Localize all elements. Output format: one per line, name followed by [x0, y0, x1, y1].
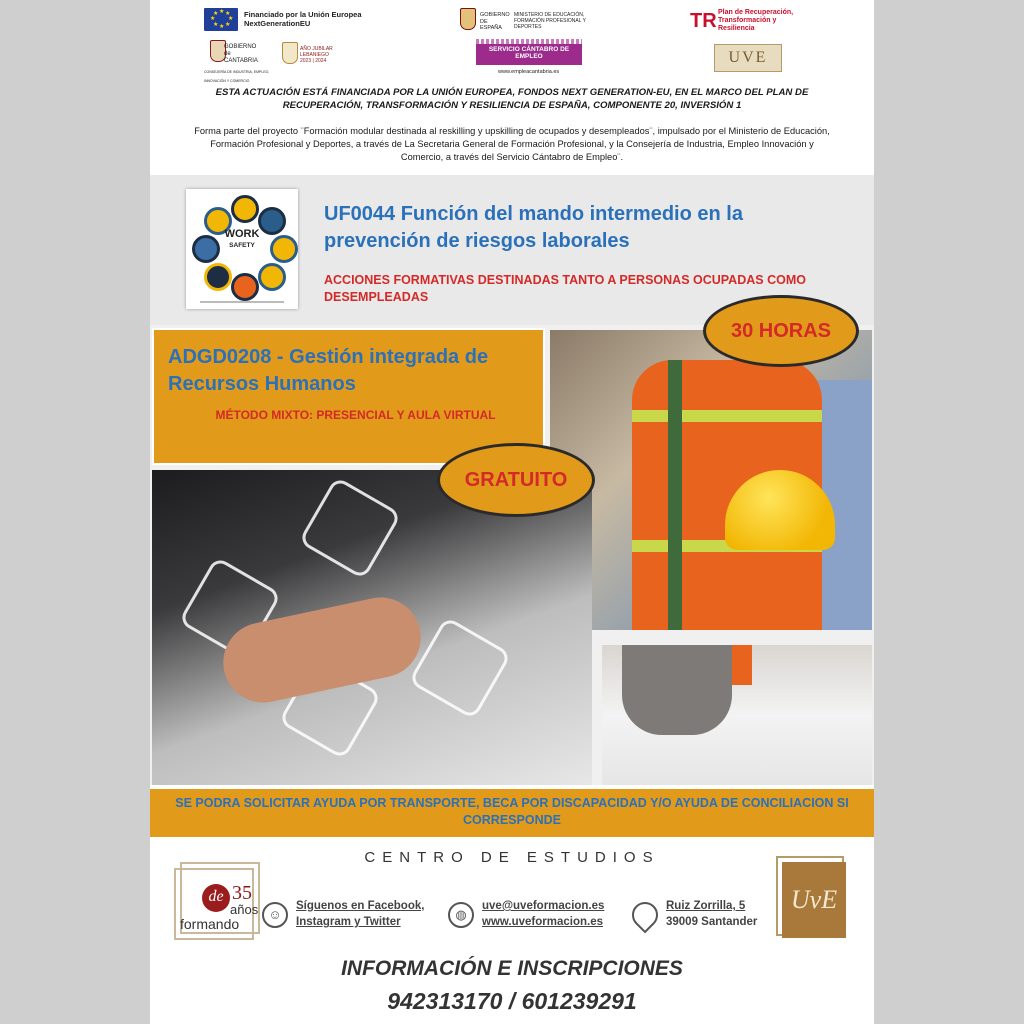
jubilar-emblem-icon: [282, 42, 298, 64]
ministerio-label: MINISTERIO DE EDUCACIÓN, FORMACIÓN PROFESIONAL Y DEPORTES: [514, 12, 586, 30]
work-safety-badge: [186, 189, 298, 309]
hardhat-icon: [231, 195, 259, 223]
address-city: 39009 Santander: [666, 916, 758, 928]
sponsor-logos: [150, 0, 874, 83]
blueprint-arm: [622, 645, 732, 735]
spain-crest-icon: [460, 8, 476, 30]
uve-mark: UvE: [782, 862, 846, 938]
hex-overlay: [298, 476, 402, 580]
vest-stripe: [632, 410, 822, 422]
tr-logo-icon: TR: [690, 10, 717, 32]
globe-icon: ◍: [448, 902, 474, 928]
glove-icon: [270, 235, 298, 263]
mask-icon: [192, 235, 220, 263]
uve-small-logo: UVE: [714, 44, 782, 72]
social-icon: ☺: [262, 902, 288, 928]
eu-flag-icon: ★ ★ ★ ★ ★ ★ ★ ★: [204, 8, 238, 31]
years-number: 35: [232, 882, 252, 904]
flyer-page: [150, 0, 874, 1024]
years-formando: formando: [180, 916, 240, 932]
years-anos: años: [230, 902, 259, 917]
course-title: UF0044 Función del mando intermedio en la prevención de riesgos laborales: [324, 203, 743, 252]
emcan-logo: SERVICIO CÁNTABRO DE EMPLEO: [476, 44, 582, 65]
anio-jubilar-label: AÑO JUBILAR LEBANIEGO 2023 | 2024: [300, 46, 333, 64]
hours-badge: 30 HORAS: [703, 295, 859, 367]
course-audience: ACCIONES FORMATIVAS DESTINADAS TANTO A PERSONAS OCUPADAS COMO DESEMPLEADAS: [324, 273, 806, 304]
work-label: WORK: [224, 228, 260, 240]
hex-overlay: [408, 616, 512, 720]
info-title: INFORMACIÓN E INSCRIPCIONES: [341, 957, 683, 980]
email-link[interactable]: uve@uveformacion.es: [482, 900, 605, 912]
location-pin-icon: [627, 897, 664, 934]
hands-laptop-photo: [152, 470, 592, 785]
gob-espana-label: GOBIERNO DE ESPAÑA: [480, 12, 510, 31]
safety-label: SAFETY: [229, 242, 255, 249]
vest-icon: [231, 273, 259, 301]
years-de: de: [202, 884, 230, 912]
badge-footer-line: [200, 301, 284, 303]
cantabria-label: GOBIERNO de CANTABRIA: [224, 44, 258, 64]
blueprint-photo: [602, 645, 872, 785]
program-title: ADGD0208 - Gestión integrada de Recursos Humanos: [168, 346, 489, 395]
work-safety-text: [219, 229, 265, 251]
boots-icon: [258, 263, 286, 291]
uve-logo: [776, 856, 846, 938]
free-badge: GRATUITO: [437, 443, 595, 517]
financing-statement: ESTA ACTUACIÓN ESTÁ FINANCIADA POR LA UNIÓN EUROPEA, FONDOS NEXT GENERATION-EU, EN EL MARCO DEL PLAN DE RECUPERACIÓN, TRANSFORMACIÓN Y RESILIENCIA DE ESPAÑA, COMPONENTE 20, INVERSIÓN 1: [215, 87, 809, 111]
emcan-url: www.empleacantabria.es: [498, 69, 560, 75]
worker-photo: [550, 330, 872, 630]
address-street: Ruiz Zorrilla, 5: [666, 900, 746, 912]
eu-funding-label: Financiado por la Unión Europea NextGenerationEU: [244, 10, 362, 28]
phone-numbers[interactable]: 942313170 / 601239291: [387, 988, 637, 1014]
tr-label: Plan de Recuperación, Transformación y Resiliencia: [718, 9, 794, 32]
photo-collage: [150, 325, 874, 785]
program-box: [152, 328, 545, 465]
method-label: MÉTODO MIXTO: PRESENCIAL Y AULA VIRTUAL: [215, 408, 496, 422]
help-note: SE PODRA SOLICITAR AYUDA POR TRANSPORTE, BECA POR DISCAPACIDAD Y/O AYUDA DE CONCILIACION SI CORRESPONDE: [175, 796, 849, 827]
cap-icon: [204, 263, 232, 291]
project-description: Forma parte del proyecto ¨Formación modular destinada al reskilling y upskilling de ocupados y desempleados¨, impulsado por el Ministerio de Educación, Formación Profesional y Deportes, a través de La Secretaria General de Formación Profesional, y la Consejería de Industria, Empleo Innovación y Comercio, a través del Servicio Cántabro de Empleo¨.: [194, 126, 830, 162]
social-link[interactable]: Síguenos en Facebook, Instagram y Twitter: [296, 900, 425, 928]
web-link[interactable]: www.uveformacion.es: [482, 916, 603, 928]
centro-heading: CENTRO DE ESTUDIOS: [364, 849, 660, 866]
cantabria-sub-label: CONSEJERÍA DE INDUSTRIA, EMPLEO, INNOVACIÓN Y COMERCIO: [204, 70, 270, 83]
worker-harness: [668, 360, 682, 630]
years-logo: [174, 858, 266, 938]
